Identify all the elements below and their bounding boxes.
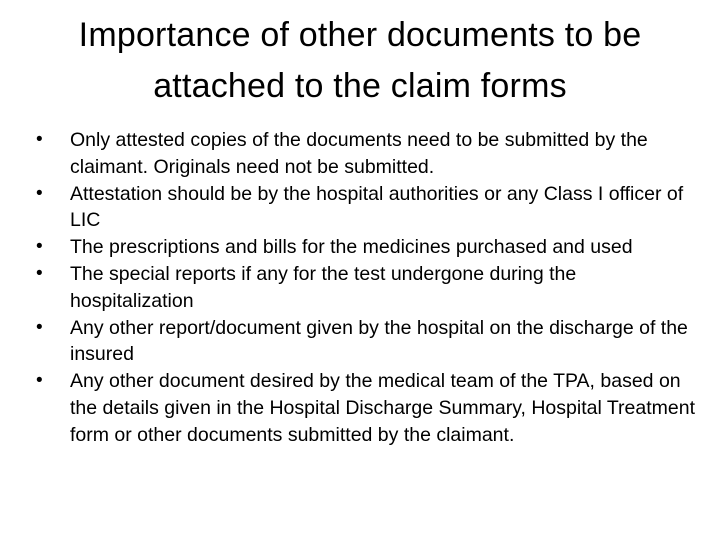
bullet-item <box>36 261 696 315</box>
slide-title: Importance of other documents to be attached to the claim forms <box>78 16 642 105</box>
bullet-text: The prescriptions and bills for the medicines purchased and used <box>70 236 633 259</box>
bullet-item <box>36 234 696 261</box>
bullet-item <box>36 368 696 448</box>
bullet-dot-icon: • <box>36 236 43 258</box>
bullet-text: Any other document desired by the medical team of the TPA, based on the details given in the Hospital Discharge Summary, Hospital Treatment form or other documents submitted by the claimant. <box>70 370 696 446</box>
bullet-dot-icon: • <box>36 316 43 338</box>
bullet-text: Attestation should be by the hospital authorities or any Class I officer of LIC <box>70 182 684 232</box>
bullet-dot-icon: • <box>36 370 43 392</box>
bullet-text: Only attested copies of the documents need to be submitted by the claimant. Originals need not be submitted. <box>70 129 648 178</box>
bullet-item <box>36 181 696 235</box>
bullet-item <box>36 315 696 369</box>
bullet-list <box>36 127 696 449</box>
bullet-dot-icon: • <box>36 182 43 204</box>
bullet-text: The special reports if any for the test undergone during the hospitalization <box>70 262 577 312</box>
bullet-dot-icon: • <box>36 129 43 150</box>
bullet-dot-icon: • <box>36 262 43 284</box>
bullet-text: Any other report/document given by the hospital on the discharge of the insured <box>70 316 688 366</box>
bullet-item <box>36 127 696 181</box>
